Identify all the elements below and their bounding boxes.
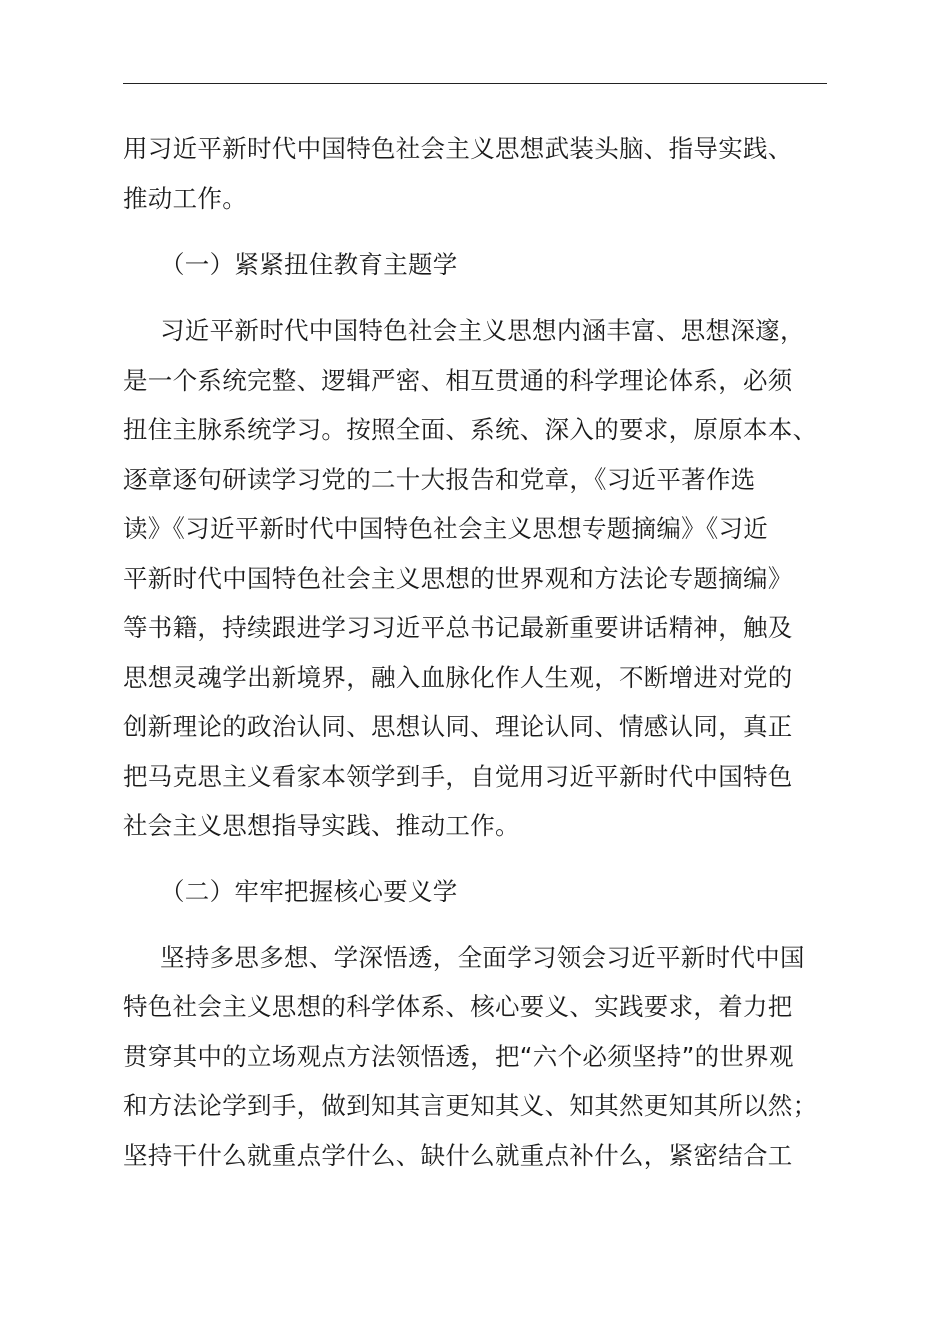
paragraph-line: 特色社会主义思想的科学体系、核心要义、实践要求，着力把 — [123, 992, 793, 1021]
paragraph-line: 创新理论的政治认同、思想认同、理论认同、情感认同，真正 — [123, 712, 793, 741]
paragraph-line: 是一个系统完整、逻辑严密、相互贯通的科学理论体系，必须 — [123, 366, 793, 395]
paragraph-line: 把马克思主义看家本领学到手，自觉用习近平新时代中国特色 — [123, 762, 793, 791]
paragraph-line: 扭住主脉系统学习。按照全面、系统、深入的要求，原原本本、 — [123, 415, 818, 444]
paragraph-line: 推动工作。 — [123, 184, 247, 213]
paragraph-line: 坚持多思多想、学深悟透，全面学习领会习近平新时代中国 — [160, 943, 805, 972]
paragraph-line: 平新时代中国特色社会主义思想的世界观和方法论专题摘编》 — [123, 564, 793, 593]
paragraph-line: 思想灵魂学出新境界，融入血脉化作人生观，不断增进对党的 — [123, 663, 793, 692]
paragraph-line: 等书籍，持续跟进学习习近平总书记最新重要讲话精神，触及 — [123, 613, 793, 642]
header-rule — [123, 83, 827, 84]
paragraph-line: 逐章逐句研读学习党的二十大报告和党章，《习近平著作选 — [123, 465, 756, 494]
section-heading: （二）牢牢把握核心要义学 — [160, 877, 458, 906]
section-heading: （一）紧紧扭住教育主题学 — [160, 250, 458, 279]
paragraph-line: 贯穿其中的立场观点方法领悟透，把“六个必须坚持”的世界观 — [123, 1042, 794, 1071]
paragraph-line: 用习近平新时代中国特色社会主义思想武装头脑、指导实践、 — [123, 134, 793, 163]
paragraph-line: 读》《习近平新时代中国特色社会主义思想专题摘编》《习近 — [123, 514, 769, 543]
paragraph-line: 习近平新时代中国特色社会主义思想内涵丰富、思想深邃， — [160, 316, 805, 345]
paragraph-line: 社会主义思想指导实践、推动工作。 — [123, 811, 520, 840]
paragraph-line: 和方法论学到手，做到知其言更知其义、知其然更知其所以然； — [123, 1091, 818, 1120]
paragraph-line: 坚持干什么就重点学什么、缺什么就重点补什么，紧密结合工 — [123, 1141, 793, 1170]
